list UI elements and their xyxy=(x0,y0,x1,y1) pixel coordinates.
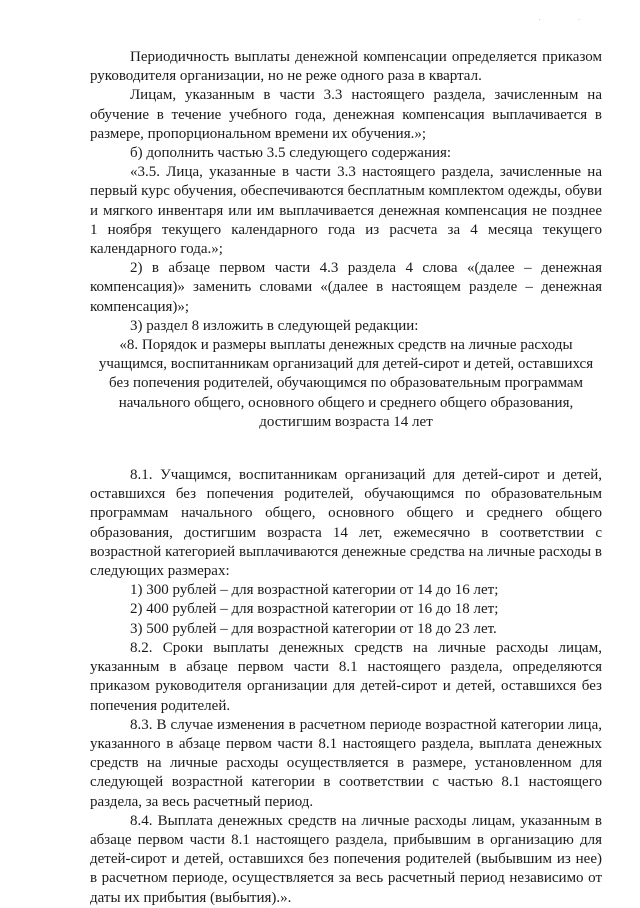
section-spacer xyxy=(90,432,602,466)
paragraph-8-4: 8.4. Выплата денежных средств на личные расходы лицам, указанным в абзаце первом части 8.1 настоящего раздела, прибывшим в организацию для детей-сирот и детей, оставшихся без попечения родителей (выбывшим из нее) в расчетном периоде, осуществляется за весь расчетный период независимо от даты их прибытия (выбытия).». xyxy=(90,812,602,906)
paragraph-amend-part-4-3: 2) в абзаце первом части 4.3 раздела 4 слова «(далее – денежная компенсация)» заменить словами «(далее в настоящем разделе – денежная компенсация)»; xyxy=(90,260,602,315)
paragraph-compensation-frequency: Периодичность выплаты денежной компенсации определяется приказом руководителя организации, но не реже одного раза в квартал. xyxy=(90,49,602,85)
paragraph-part-3-5: «3.5. Лица, указанные в части 3.3 настоящего раздела, зачисленные на первый курс обучения, обеспечиваются бесплатным комплектом одежды, обуви и мягкого инвентаря или им выплачивается денежная компенсация не позднее 1 ноября текущего календарного года из расчета за 4 месяца текущего календарного года.»; xyxy=(90,164,602,258)
section-heading-line: «8. Порядок и размеры выплаты денежных средств на личные расходы xyxy=(119,337,573,354)
list-item-400-rubles: 2) 400 рублей – для возрастной категории от 16 до 18 лет; xyxy=(130,601,499,618)
section-heading-line: учащимся, воспитанникам организаций для детей-сирот и детей, оставшихся xyxy=(98,356,594,373)
list-item-500-rubles: 3) 500 рублей – для возрастной категории от 18 до 23 лет. xyxy=(130,620,497,637)
list-item-300-rubles: 1) 300 рублей – для возрастной категории от 14 до 16 лет; xyxy=(130,582,499,599)
paragraph-8-2: 8.2. Сроки выплаты денежных средств на личные расходы лицам, указанным в абзаце первом части 8.1 настоящего раздела, определяются приказом руководителя организации для детей-сирот и детей, оставшихся без попечения родителей. xyxy=(90,639,602,714)
paragraph-add-part-3-5: б) дополнить частью 3.5 следующего содержания: xyxy=(130,145,452,162)
paragraph-proportional-compensation: Лицам, указанным в части 3.3 настоящего раздела, зачисленным на обучение в течение учебного года, денежная компенсация выплачивается в размере, пропорциональном времени их обучения.»; xyxy=(90,87,602,142)
paragraph-8-3: 8.3. В случае изменения в расчетном периоде возрастной категории лица, указанного в абзаце первом части 8.1 настоящего раздела, выплата денежных средств на личные расходы осуществляется в размере, установленном для следующей возрастной категории в соответствии с частью 8.1 настоящего раздела, за весь расчетный период. xyxy=(90,716,602,810)
section-heading-line: начального общего, основного общего и среднего общего образования, xyxy=(118,394,574,411)
paragraph-8-1: 8.1. Учащимся, воспитанникам организаций для детей-сирот и детей, оставшихся без попечения родителей, обучающимся по образовательным программам начального общего, основного общего и среднего общего образования, достигшим возраста 14 лет, ежемесячно в соответствии с возрастной категорией выплачиваются денежные средства на личные расходы в следующих размерах: xyxy=(90,467,602,580)
section-8-heading xyxy=(90,336,602,432)
document-text xyxy=(90,48,602,908)
section-heading-line: без попечения родителей, обучающимся по образовательным программам xyxy=(109,375,583,392)
paragraph-restate-section-8: 3) раздел 8 изложить в следующей редакции: xyxy=(130,317,419,334)
section-heading-line: достигшим возраста 14 лет xyxy=(259,413,433,430)
scan-corner-mark: . . xyxy=(538,14,598,22)
